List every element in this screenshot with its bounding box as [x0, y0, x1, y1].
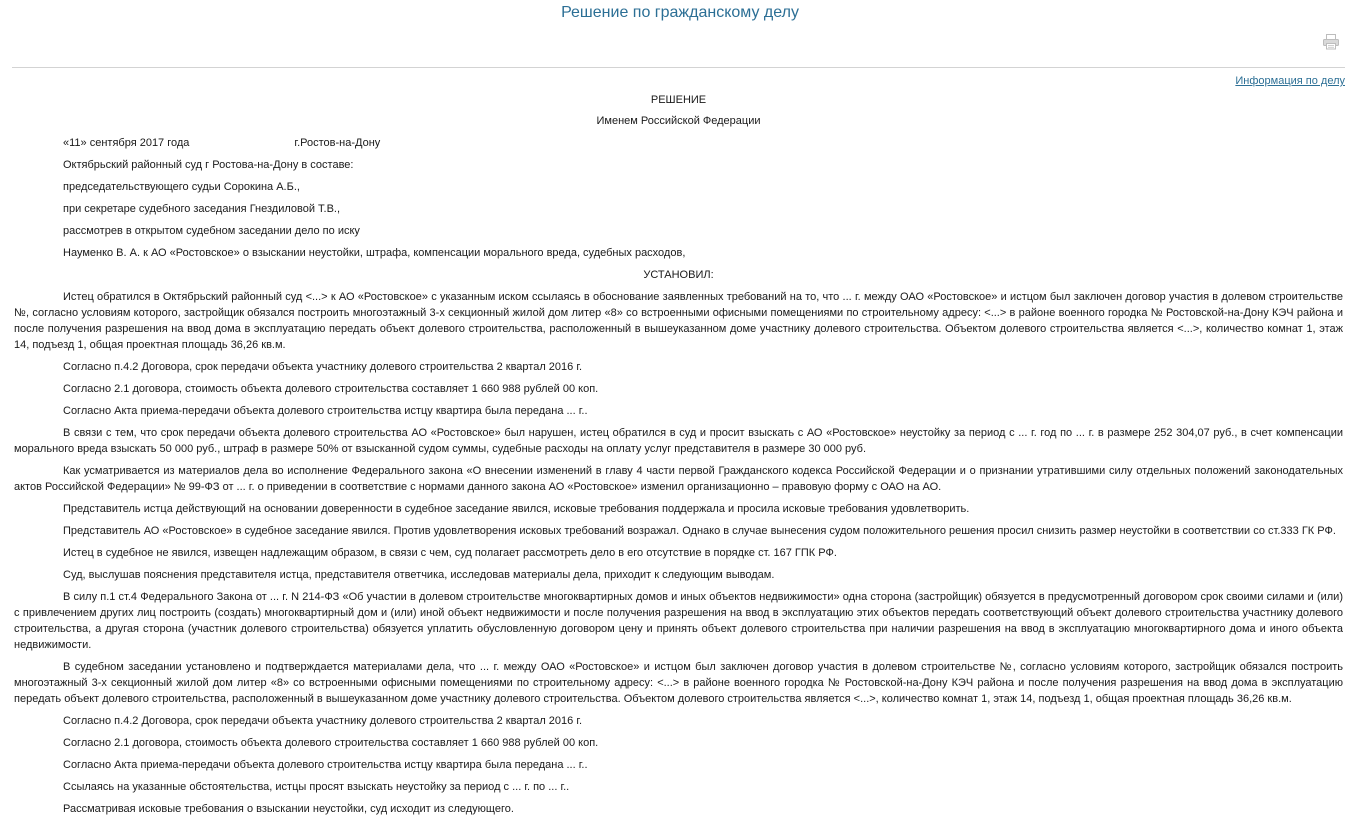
paragraph: Рассматривая исковые требования о взыскании неустойки, суд исходит из следующего.: [63, 803, 514, 815]
paragraph: Ссылаясь на указанные обстоятельства, истцы просят взыскать неустойку за период с ... г. по ... г..: [63, 781, 570, 793]
paragraph: Суд, выслушав пояснения представителя истца, представителя ответчика, исследовав материалы дела, приходит к следующим выводам.: [63, 569, 775, 581]
court-composition: Октябрьский районный суд г Ростова-на-Дону в составе:: [63, 159, 354, 171]
hearing-note: рассмотрев в открытом судебном заседании дело по иску: [63, 225, 360, 237]
court-secretary: при секретаре судебного заседания Гнездиловой Т.В.,: [63, 203, 341, 215]
paragraph: Согласно 2.1 договора, стоимость объекта долевого строительства составляет 1 660 988 рублей 00 коп.: [63, 737, 599, 749]
paragraph: Представитель истца действующий на основании доверенности в судебное заседание явился, исковые требования поддержала и просила исковые требования удовлетворить.: [63, 503, 970, 515]
paragraph: Истец в судебное не явился, извещен надлежащим образом, в связи с чем, суд полагает рассмотреть дело в его отсутствие в порядке ст. 167 ГПК РФ.: [63, 547, 837, 559]
paragraph: В связи с тем, что срок передачи объекта долевого строительства АО «Ростовское» был нарушен, истец обратился в суд и просит взыскать с АО «Ростовское» неустойку за период с ... г. год по ... г. в размере 252 304,07 руб., в счет компенсации морального вреда взыскать 50 000 руб., штраф в размере 50% от взысканной судом суммы, судебные расходы на оплату услуг представителя в размере 30 000 руб.: [14, 427, 1343, 455]
presiding-judge: председательствующего судьи Сорокина А.Б.,: [63, 181, 300, 193]
paragraph: Согласно Акта приема-передачи объекта долевого строительства истцу квартира была передана ... г..: [63, 405, 588, 417]
decision-place: г.Ростов-на-Дону: [294, 137, 381, 149]
paragraph: В судебном заседании установлено и подтверждается материалами дела, что ... г. между ОАО «Ростовское» и истцом был заключен договор участия в долевом строительстве №, согласно условиям которого, застройщик обязался построить многоэтажный 3-х секционный жилой дом литер «8» со встроенными офисными помещениями по строительному адресу: <...> в районе военного городка № Ростовской-на-Дону КЭЧ района и после получения разрешения на ввод дома в эксплуатацию передать объект долевого строительства, расположенный в вышеуказанном доме участнику долевого строительства. Объектом долевого строительства является <...>, количество комнат 1, этаж 14, подъезд 1, общая проектная площадь 36,26 кв.м.: [14, 661, 1343, 705]
case-parties: Науменко В. А. к АО «Ростовское» о взыскании неустойки, штрафа, компенсации морального вреда, судебных расходов,: [63, 247, 686, 259]
case-info-link[interactable]: Информация по делу: [1235, 75, 1345, 87]
decision-date: «11» сентября 2017 года: [63, 137, 190, 149]
paragraph: Согласно п.4.2 Договора, срок передачи объекта участнику долевого строительства 2 квартал 2016 г.: [63, 715, 583, 727]
paragraph: Согласно Акта приема-передачи объекта долевого строительства истцу квартира была передана ... г..: [63, 759, 588, 771]
page-title: Решение по гражданскому делу: [561, 4, 799, 21]
paragraph: Как усматривается из материалов дела во исполнение Федерального закона «О внесении изменений в главу 4 части первой Гражданского кодекса Российской Федерации и о признании утратившими силу отдельных положений законодательных актов Российской Федерации» № 99-ФЗ от ... г. о приведении в соответствие с нормами данного закона АО «Ростовское» изменил организационно – правовую форму с ОАО на АО.: [14, 465, 1343, 493]
paragraph: Представитель АО «Ростовское» в судебное заседание явился. Против удовлетворения исковых требований возражал. Однако в случае вынесения судом положительного решения просил снизить размер неустойки в соответствии со ст.333 ГК РФ.: [63, 525, 1336, 537]
document-subheading: Именем Российской Федерации: [596, 115, 761, 127]
paragraph: В силу п.1 ст.4 Федерального Закона от ... г. N 214-ФЗ «Об участии в долевом строительстве многоквартирных домов и иных объектов недвижимости» одна сторона (застройщик) обязуется в предусмотренный договором срок своими силами и (или) с привлечением других лиц построить (создать) многоквартирный дом и (или) иной объект недвижимости и после получения разрешения на ввод в эксплуатацию этих объектов передать соответствующий объект долевого строительства участнику долевого строительства, а другая сторона (участник долевого строительства) обязуется уплатить обусловленную договором цену и принять объект долевого строительства при наличии разрешения на ввод в эксплуатацию многоквартирного дома и иного объекта недвижимости.: [14, 591, 1343, 651]
established-heading: УСТАНОВИЛ:: [643, 269, 714, 281]
paragraph: Согласно п.4.2 Договора, срок передачи объекта участнику долевого строительства 2 квартал 2016 г.: [63, 361, 583, 373]
header-divider: [12, 67, 1345, 68]
paragraph: Истец обратился в Октябрьский районный суд <...> к АО «Ростовское» с указанным иском ссылаясь в обоснование заявленных требований на то, что ... г. между ОАО «Ростовское» и истцом был заключен договор участия в долевом строительстве №, согласно условиям которого, застройщик обязался построить многоэтажный 3-х секционный жилой дом литер «8» со встроенными офисными помещениями по строительному адресу: <...> в районе военного городка № Ростовской-на-Дону КЭЧ района и после получения разрешения на ввод дома в эксплуатацию передать объект долевого строительства, расположенный в вышеуказанном доме участнику долевого строительства. Объектом долевого строительства является <...>, количество комнат 1, этаж 14, подъезд 1, общая проектная площадь 36,26 кв.м.: [14, 291, 1343, 351]
paragraph: Согласно 2.1 договора, стоимость объекта долевого строительства составляет 1 660 988 рублей 00 коп.: [63, 383, 599, 395]
printer-icon[interactable]: [1322, 33, 1340, 50]
date-place-line: [14, 135, 1343, 151]
decision-document: [14, 88, 1343, 823]
document-heading: РЕШЕНИЕ: [650, 94, 707, 106]
